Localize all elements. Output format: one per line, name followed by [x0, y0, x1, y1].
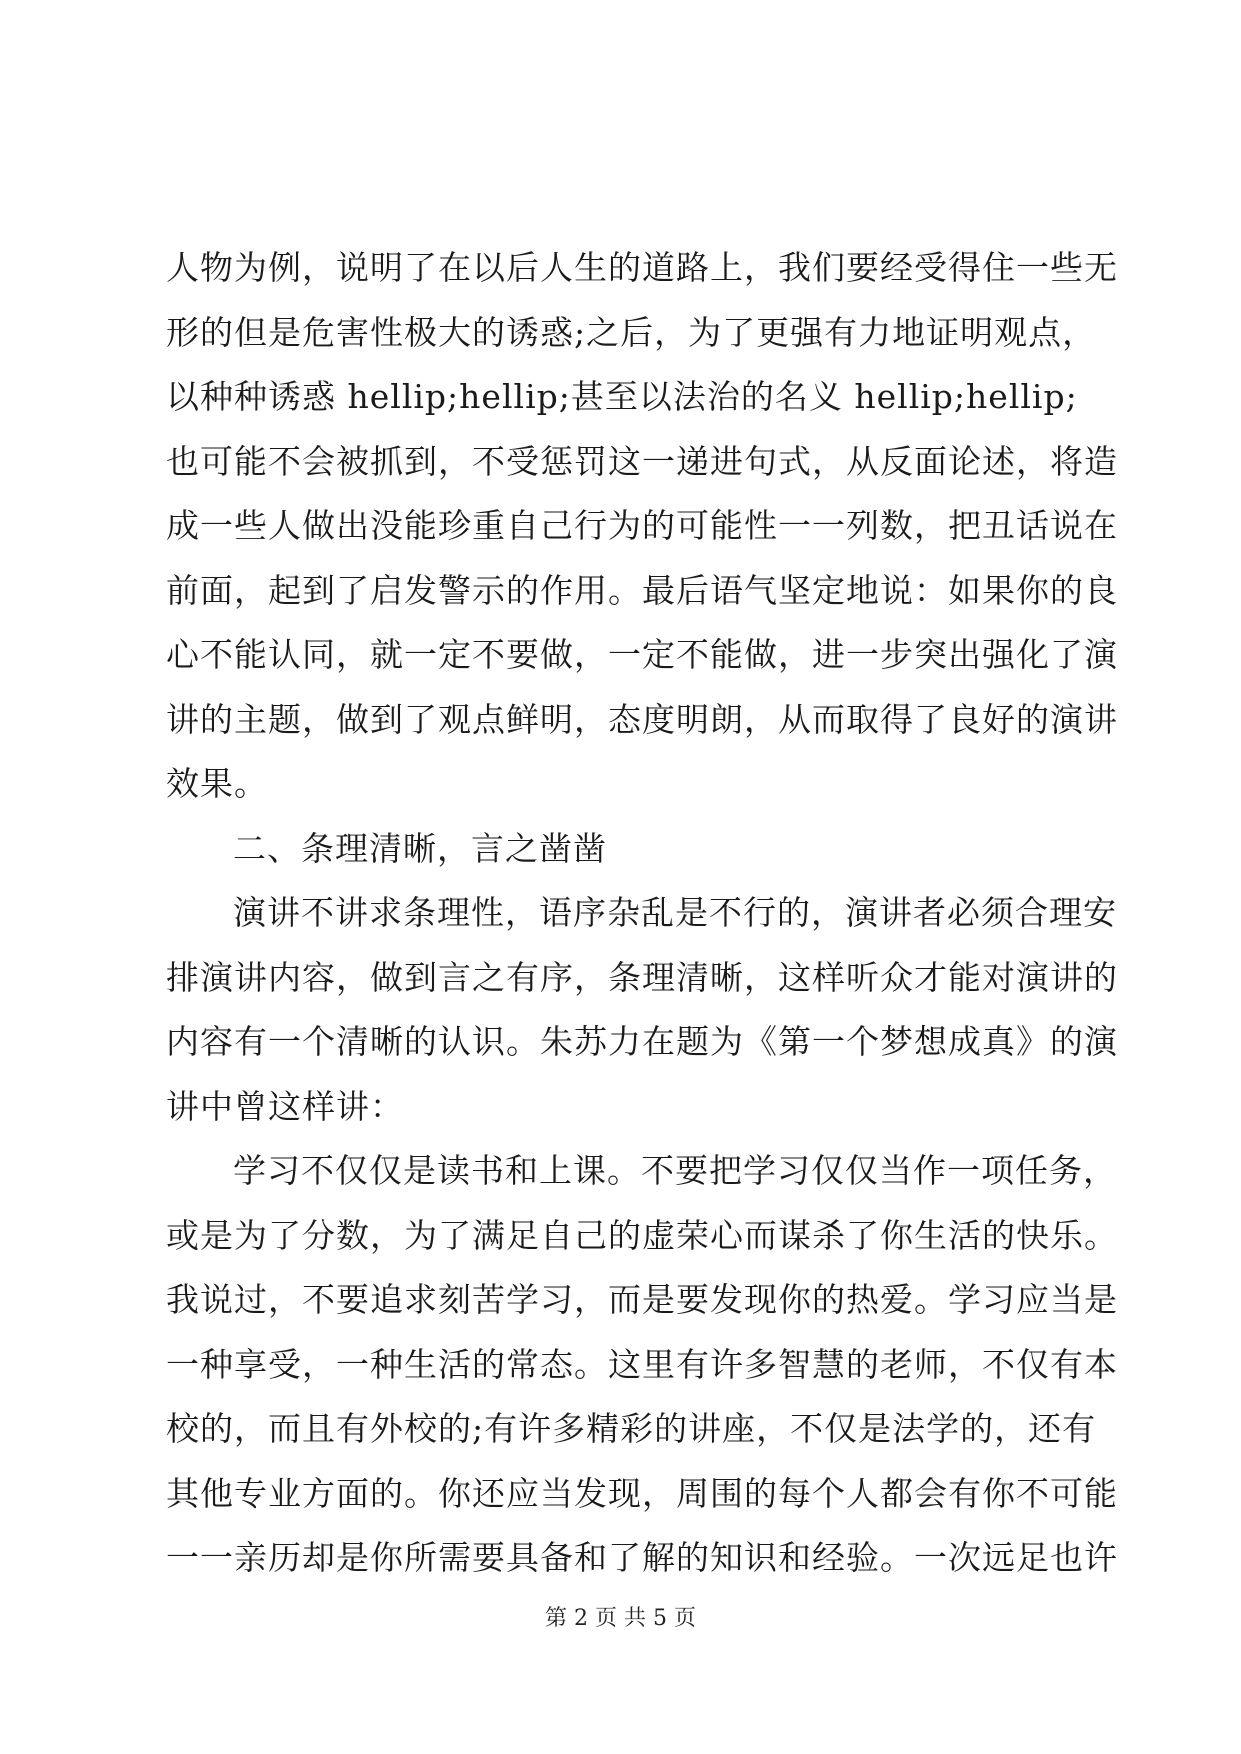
text-line: 前面，起到了启发警示的作用。最后语气坚定地说：如果你的良 — [166, 570, 1118, 610]
text-line: 也可能不会被抓到，不受惩罚这一递进句式，从反面论述，将造 — [166, 441, 1118, 481]
document-body — [166, 236, 1118, 1591]
text-line: 我说过，不要追求刻苦学习，而是要发现你的热爱。学习应当是 — [166, 1280, 1118, 1319]
text-line: 二、条理清晰，言之凿凿 — [233, 828, 607, 868]
text-line: 一种享受，一种生活的常态。这里有许多智慧的老师，不仅有本 — [166, 1344, 1118, 1384]
text-line: 人物为例，说明了在以后人生的道路上，我们要经受得住一些无 — [166, 248, 1118, 287]
text-line: 心不能认同，就一定不要做，一定不能做，进一步突出强化了演 — [166, 635, 1118, 674]
text-line: 讲的主题，做到了观点鲜明，态度明朗，从而取得了良好的演讲 — [166, 699, 1118, 739]
text-line: 形的但是危害性极大的诱惑;之后，为了更强有力地证明观点， — [166, 312, 1097, 352]
text-line: 学习不仅仅是读书和上课。不要把学习仅仅当作一项任务， — [233, 1151, 1117, 1190]
text-line: 排演讲内容，做到言之有序，条理清晰，这样听众才能对演讲的 — [166, 957, 1118, 997]
text-line: 或是为了分数，为了满足自己的虚荣心而谋杀了你生活的快乐。 — [166, 1215, 1118, 1255]
text-line: 讲中曾这样讲： — [166, 1086, 404, 1126]
text-line: 一一亲历却是你所需要具备和了解的知识和经验。一次远足也许 — [166, 1538, 1118, 1577]
text-line: 校的，而且有外校的;有许多精彩的讲座，不仅是法学的，还有 — [166, 1409, 1097, 1448]
text-line: 演讲不讲求条理性，语序杂乱是不行的，演讲者必须合理安 — [233, 893, 1117, 932]
text-line: 效果。 — [166, 764, 268, 803]
text-line: 成一些人做出没能珍重自己行为的可能性一一列数，把丑话说在 — [166, 506, 1118, 545]
text-line: 以种种诱惑 hellip;hellip;甚至以法治的名义 hellip;hellip; — [166, 377, 1078, 416]
page-footer: 第 2 页 共 5 页 — [545, 1606, 696, 1631]
text-line: 内容有一个清晰的认识。朱苏力在题为《第一个梦想成真》的演 — [166, 1022, 1118, 1061]
text-line: 其他专业方面的。你还应当发现，周围的每个人都会有你不可能 — [166, 1473, 1118, 1513]
